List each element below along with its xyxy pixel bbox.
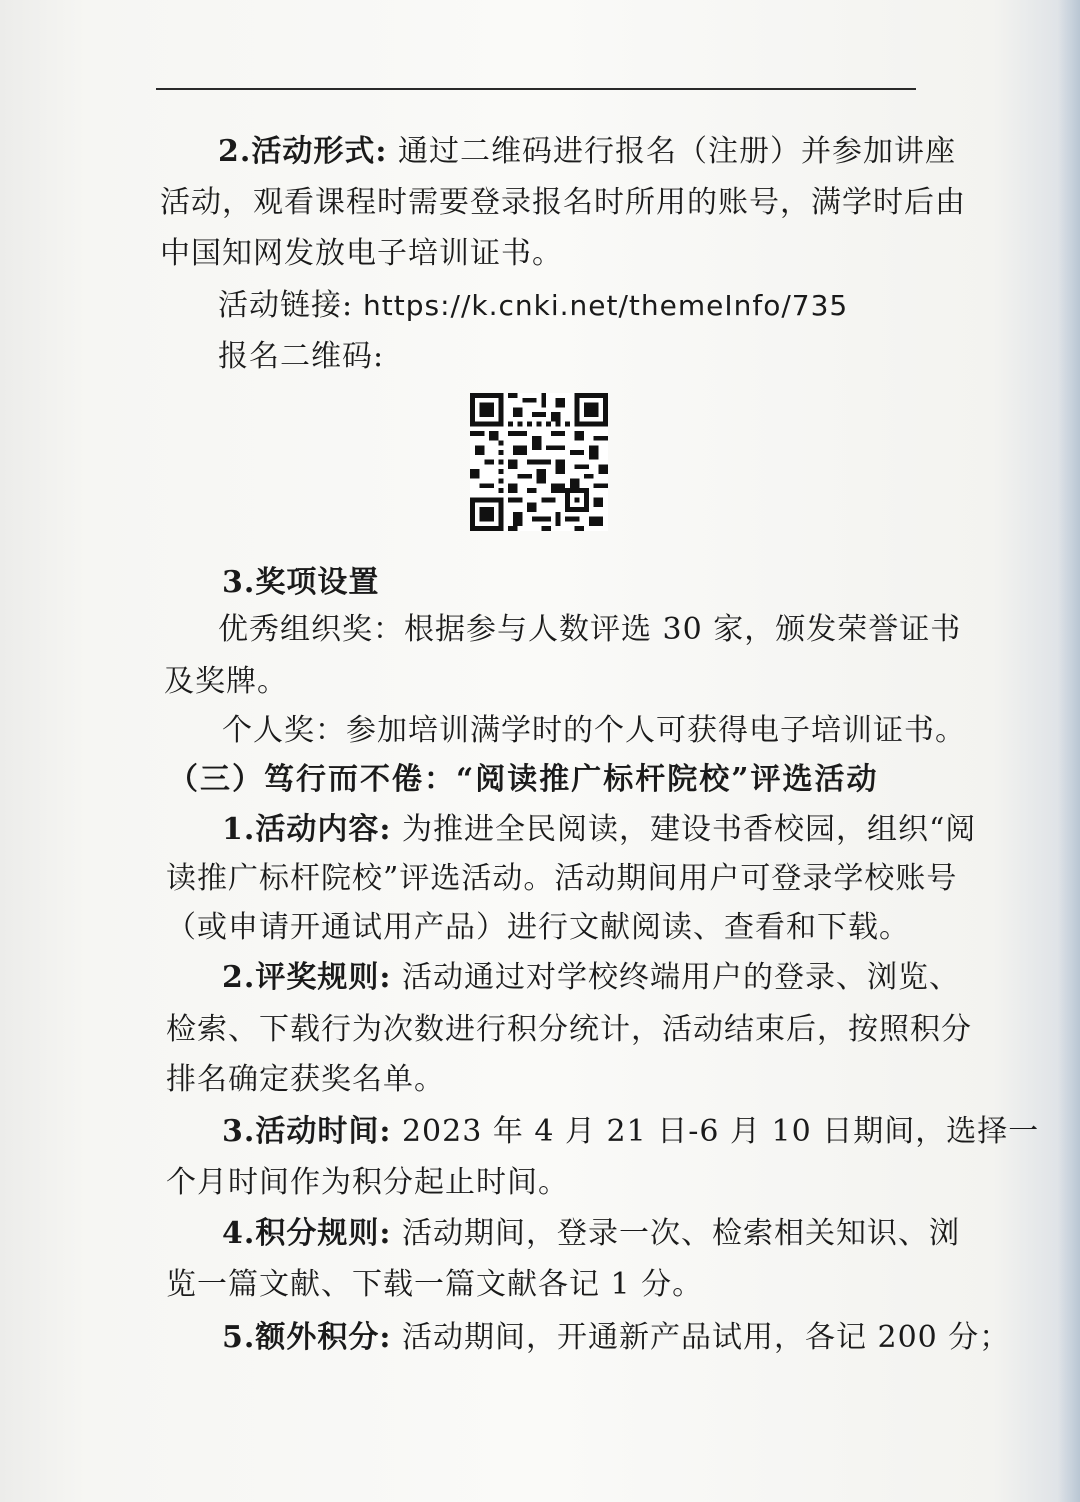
header-rule: [156, 88, 916, 90]
activity-format-line: [218, 132, 978, 172]
rules-label: 2.评奖规则:: [222, 960, 392, 995]
paragraph-line: 个月时间作为积分起止时间。: [166, 1165, 569, 1200]
registration-qr-code[interactable]: [470, 393, 608, 531]
activity-link-label: 活动链接:: [218, 288, 354, 323]
page-edge-shadow: [1058, 0, 1080, 1502]
paragraph-line: 活动，观看课程时需要登录报名时所用的账号，满学时后由: [160, 185, 966, 220]
extra-points-text: 活动期间，开通新产品试用，各记 200 分；: [391, 1320, 1011, 1355]
activity-format-text: 通过二维码进行报名（注册）并参加讲座: [387, 134, 956, 169]
paragraph-line: 检索、下载行为次数进行积分统计，活动结束后，按照积分: [166, 1012, 972, 1047]
section-heading: （三）笃行而不倦：“阅读推广标杆院校”评选活动: [168, 762, 879, 797]
time-label: 3.活动时间:: [222, 1114, 392, 1149]
awards-heading: 3.奖项设置: [222, 565, 380, 600]
qr-label: 报名二维码:: [218, 339, 385, 374]
paragraph-line: 读推广标杆院校”评选活动。活动期间用户可登录学校账号: [166, 861, 958, 896]
paragraph-line: （或申请开通试用产品）进行文献阅读、查看和下载。: [166, 910, 910, 945]
rules-line: [222, 958, 982, 998]
content-text: 为推进全民阅读，建设书香校园，组织“阅: [391, 812, 977, 847]
content-label: 1.活动内容:: [222, 812, 392, 847]
extra-points-line: [222, 1318, 1011, 1358]
activity-format-label: 2.活动形式:: [218, 134, 388, 169]
content-line: [222, 810, 982, 850]
org-award-line: 优秀组织奖：根据参与人数评选 30 家，颁发荣誉证书: [218, 612, 962, 647]
activity-link-url[interactable]: https://k.cnki.net/themeInfo/735: [353, 289, 849, 322]
time-line: [222, 1112, 1040, 1152]
personal-award-line: 个人奖：参加培训满学时的个人可获得电子培训证书。: [222, 713, 966, 748]
paragraph-line: 排名确定获奖名单。: [166, 1062, 445, 1097]
paragraph-line: 中国知网发放电子培训证书。: [160, 236, 563, 271]
extra-points-label: 5.额外积分:: [222, 1320, 392, 1355]
points-label: 4.积分规则:: [222, 1216, 392, 1251]
activity-link-line: [218, 286, 978, 326]
rules-text: 活动通过对学校终端用户的登录、浏览、: [391, 960, 960, 995]
paragraph-line: 览一篇文献、下载一篇文献各记 1 分。: [166, 1267, 704, 1302]
points-line: [222, 1214, 982, 1254]
paragraph-line: 及奖牌。: [164, 664, 288, 699]
time-text: 2023 年 4 月 21 日-6 月 10 日期间，选择一: [391, 1114, 1040, 1149]
points-text: 活动期间，登录一次、检索相关知识、浏: [391, 1216, 960, 1251]
